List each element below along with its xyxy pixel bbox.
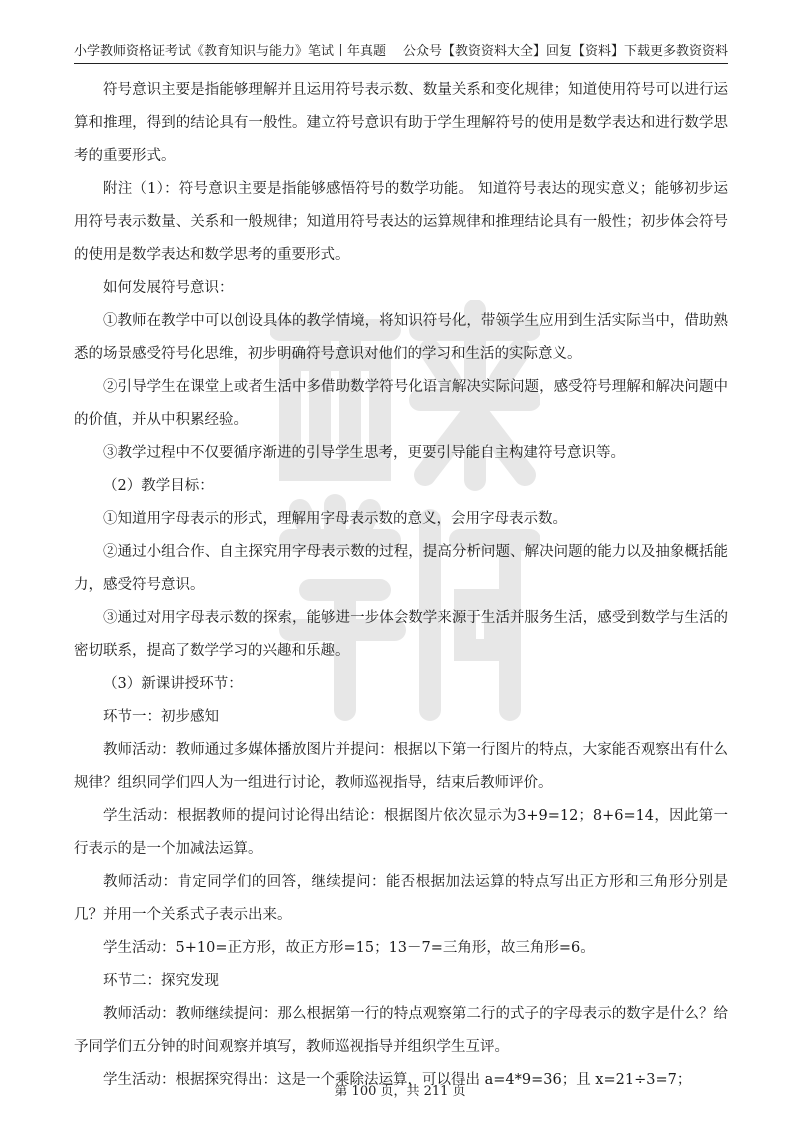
paragraph: 教师活动：教师继续提问：那么根据第一行的特点观察第二行的式子的字母表示的数字是什么？给予同学们五分钟的时间观察并填写，教师巡视指导并组织学生互评。 (74, 1006, 728, 1055)
paragraph: ①教师在教学中可以创设具体的教学情境，将知识符号化，带领学生应用到生活实际当中，借助熟悉的场景感受符号化思维，初步明确符号意识对他们的学习和生活的实际意义。 (74, 313, 728, 362)
page-footer: 第 100 页，共 211 页 (334, 1084, 466, 1099)
paragraph: 学生活动：根据教师的提问讨论得出结论：根据图片依次显示为3+9=12；8+6=14，因此第一行表示的是一个加减法运算。 (74, 808, 728, 857)
paragraph: ①知道用字母表示的形式，理解用字母表示数的意义，会用字母表示数。 (103, 511, 567, 527)
paragraph: 学生活动：5+10=正方形，故正方形=15；13－7=三角形，故三角形=6。 (103, 940, 595, 956)
paragraph: 教师活动：教师通过多媒体播放图片并提问：根据以下第一行图片的特点，大家能否观察出有什么规律？组织同学们四人为一组进行讨论，教师巡视指导，结束后教师评价。 (74, 742, 728, 791)
document-body (74, 74, 728, 1097)
paragraph: 环节一：初步感知 (103, 709, 219, 725)
paragraph: ②引导学生在课堂上或者生活中多借助数学符号化语言解决实际问题，感受符号理解和解决问题中的价值，并从中积累经验。 (74, 379, 728, 428)
page-header (74, 40, 728, 64)
paragraph: 符号意识主要是指能够理解并且运用符号表示数、数量关系和变化规律；知道使用符号可以进行运算和推理，得到的结论具有一般性。建立符号意识有助于学生理解符号的使用是数学表达和进行数学思考的重要形式。 (74, 82, 728, 164)
paragraph: 教师活动：肯定同学们的回答，继续提问：能否根据加法运算的特点写出正方形和三角形分别是几？并用一个关系式子表示出来。 (74, 874, 728, 923)
paragraph: 环节二：探究发现 (103, 973, 219, 989)
paragraph: ③通过对用字母表示数的探索，能够进一步体会数学来源于生活并服务生活，感受到数学与生活的密切联系，提高了数学学习的兴趣和乐趣。 (74, 610, 728, 659)
paragraph: ③教学过程中不仅要循序渐进的引导学生思考，更要引导能自主构建符号意识等。 (103, 445, 625, 461)
paragraph: 学生活动：根据探究得出：这是一个乘除法运算，可以得出 a=4*9=36；且 x=21÷3=7； (103, 1072, 692, 1088)
paragraph: （2）教学目标： (103, 478, 214, 494)
paragraph: ②通过小组合作、自主探究用字母表示数的过程，提高分析问题、解决问题的能力以及抽象概括能力，感受符号意识。 (74, 544, 728, 593)
header-title: 小学教师资格证考试《教育知识与能力》笔试丨年真题 (74, 44, 387, 59)
paragraph: 如何发展符号意识： (103, 280, 234, 296)
paragraph: （3）新课讲授环节： (103, 676, 243, 692)
paragraph: 附注（1）：符号意识主要是指能够感悟符号的数学功能。 知道符号表达的现实意义；能够初步运用符号表示数量、关系和一般规律；知道用符号表达的运算规律和推理结论具有一般性；初步体会符号的使用是数学表达和数学思考的重要形式。 (74, 181, 728, 263)
header-promo: 公众号【教资资料大全】回复【资料】下载更多教资资料 (402, 44, 728, 59)
